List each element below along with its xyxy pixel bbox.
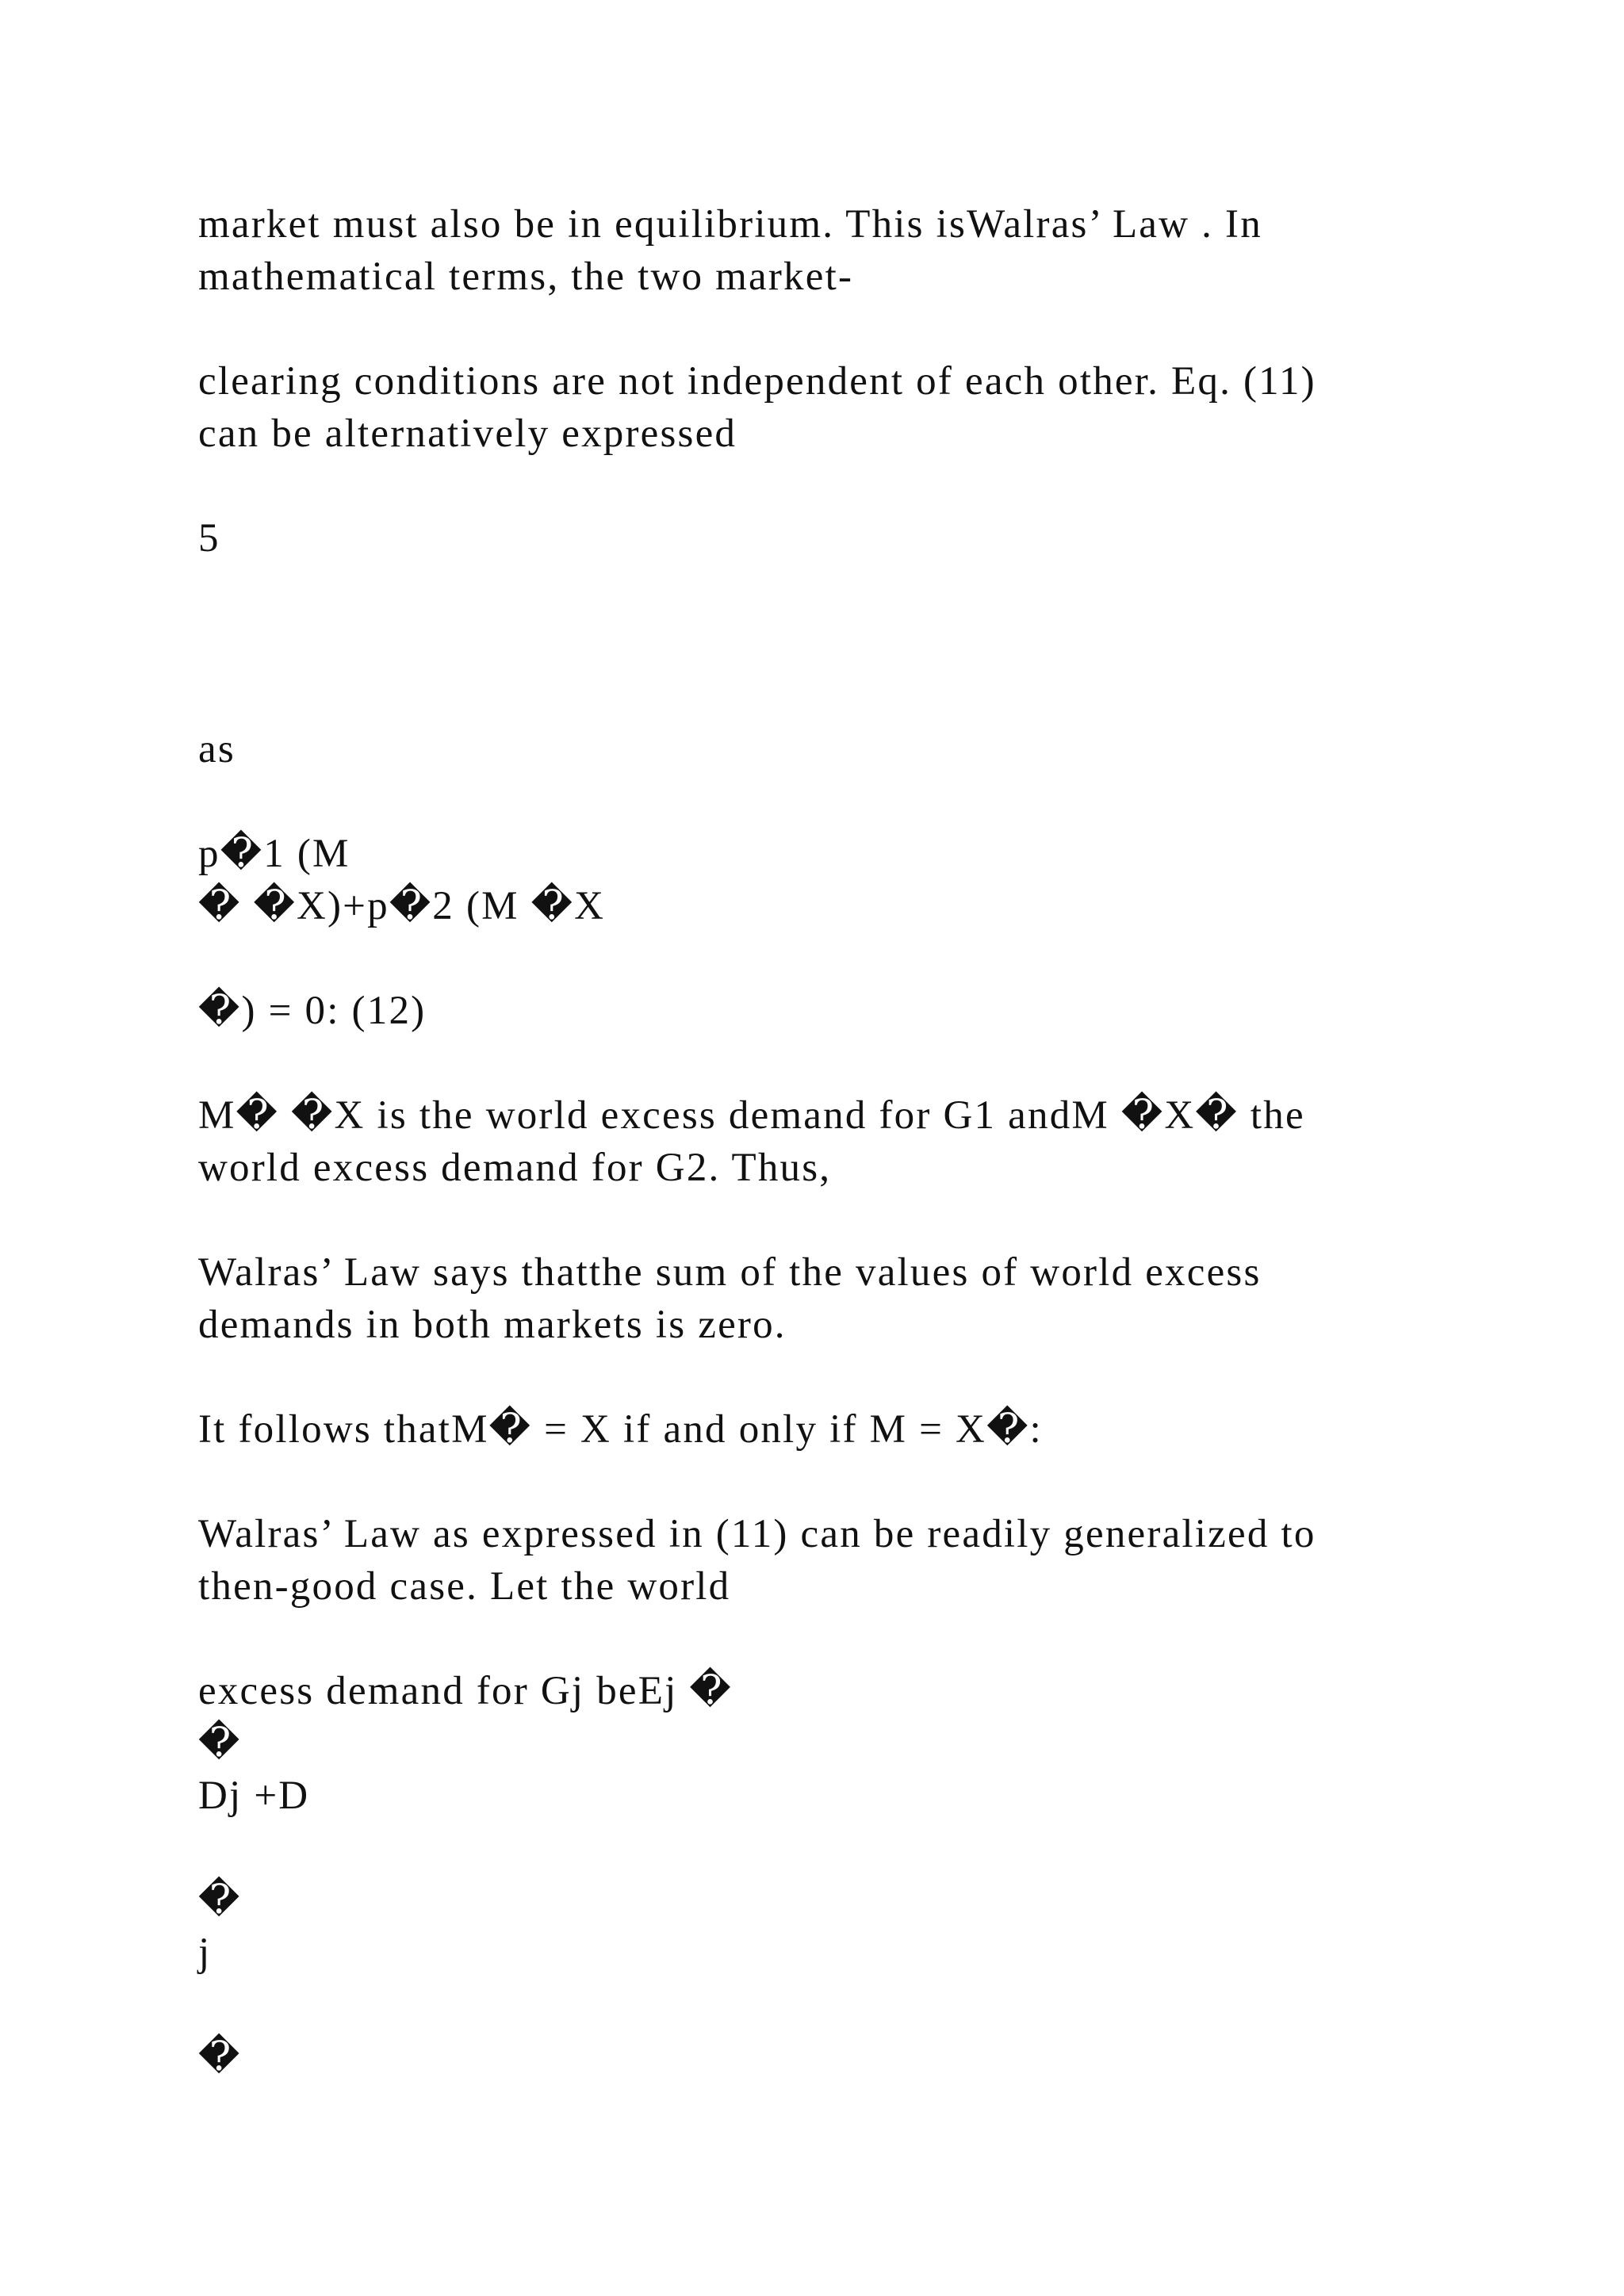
equation-fragment: � (198, 1878, 242, 1923)
text-line: then-good case. Let the world (198, 1564, 731, 1609)
text-line: Walras’ Law says thatthe sum of the values of world excess (198, 1250, 1262, 1295)
equation-line: �) = 0: (12) (198, 989, 427, 1033)
text-line: as (198, 727, 236, 771)
text-line: Walras’ Law as expressed in (11) can be readily generalized to (198, 1512, 1316, 1556)
text-line: clearing conditions are not independent of each other. Eq. (11) (198, 359, 1316, 404)
page-number: 5 (198, 516, 220, 561)
text-line: M� �X is the world excess demand for G1 andM �X� the (198, 1093, 1305, 1138)
text-line: demands in both markets is zero. (198, 1303, 787, 1347)
text-line: world excess demand for G2. Thus, (198, 1146, 832, 1190)
equation-line: � �X)+p�2 (M �X (198, 884, 606, 928)
equation-fragment: � (198, 2035, 242, 2080)
text-line: market must also be in equilibrium. This isWalras’ Law . In (198, 202, 1262, 247)
equation-fragment: j (198, 1931, 212, 1975)
text-line: mathematical terms, the two market- (198, 254, 854, 299)
equation-fragment: Dj +D (198, 1774, 310, 1818)
text-line: excess demand for Gj beEj � (198, 1669, 733, 1713)
text-line: can be alternatively expressed (198, 411, 737, 456)
equation-line: p�1 (M (198, 832, 350, 876)
text-line: It follows thatM� = X if and only if M = X�: (198, 1407, 1043, 1452)
equation-fragment: � (198, 1721, 242, 1766)
